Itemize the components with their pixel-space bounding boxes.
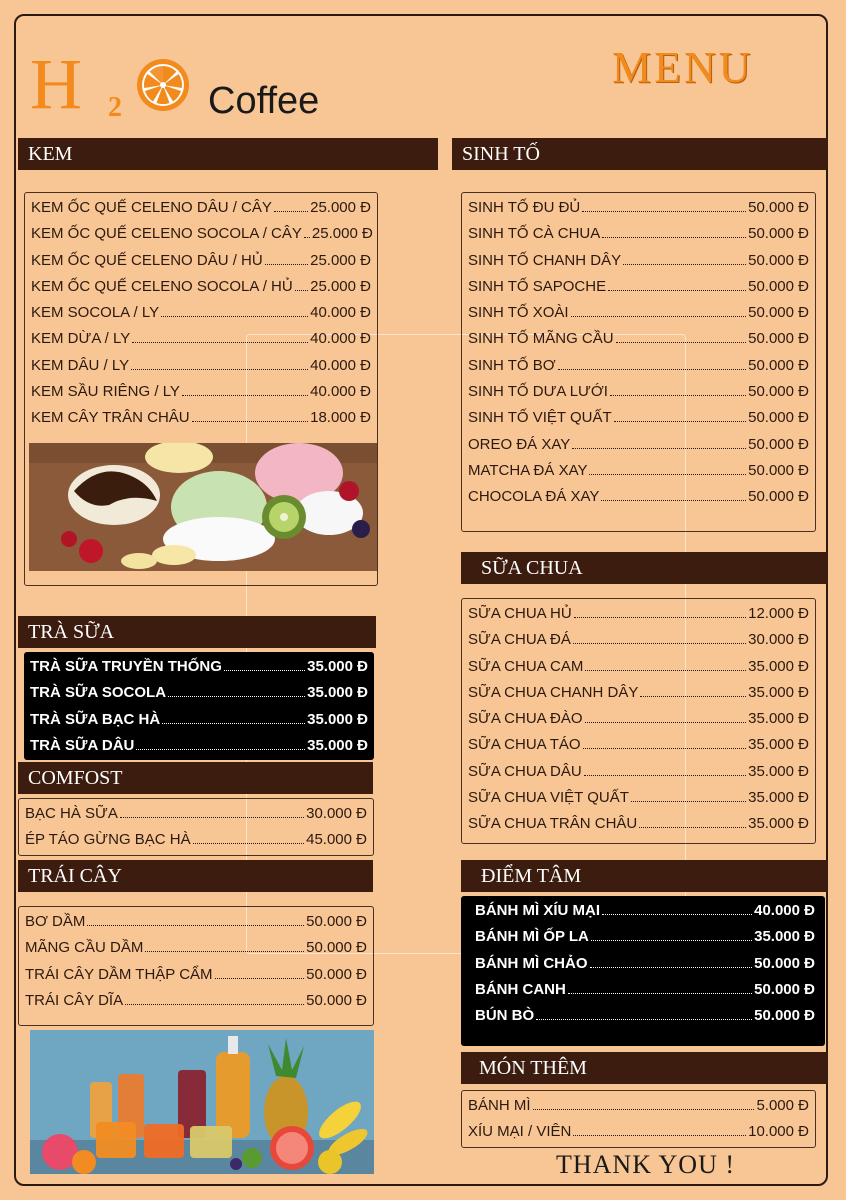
menu-item: [30, 711, 368, 737]
leader-dots: [265, 264, 308, 265]
menu-item: [468, 436, 809, 462]
ice-cream-image: [29, 443, 377, 571]
menu-item: [31, 199, 371, 225]
section-bar-comfost: COMFOST: [18, 762, 373, 794]
brand-name: Coffee: [208, 80, 320, 122]
menu-item-price: 5.000 Đ: [756, 1097, 809, 1114]
list-kem: [31, 199, 371, 436]
menu-item: [31, 330, 371, 356]
menu-item: [25, 992, 367, 1018]
menu-item-name: MATCHA ĐÁ XAY: [468, 461, 588, 479]
menu-item-name: TRÁI CÂY DĨA: [25, 991, 124, 1009]
section-box-kem: [24, 192, 378, 586]
menu-item-name: OREO ĐÁ XAY: [468, 435, 571, 453]
orange-slice-icon: [136, 58, 190, 112]
menu-item-name: TRÀ SỮA DÂU: [30, 736, 135, 754]
menu-item-price: 45.000 Đ: [306, 831, 367, 849]
leader-dots: [193, 843, 304, 844]
leader-dots: [533, 1109, 755, 1110]
menu-item-name: TRÀ SỮA BẠC HÀ: [30, 710, 161, 728]
menu-item-name: XÍU MẠI / VIÊN: [468, 1123, 572, 1141]
section-box-tra-sua: [24, 652, 374, 760]
menu-item: [468, 409, 809, 435]
menu-item-name: MÃNG CẦU DẦM: [25, 939, 144, 957]
menu-item-name: KEM SẦU RIÊNG / LY: [31, 383, 180, 401]
menu-item-name: SỮA CHUA CAM: [468, 657, 584, 675]
leader-dots: [640, 696, 746, 697]
menu-item-name: SỮA CHUA HỦ: [468, 605, 572, 622]
menu-item-price: 50.000 Đ: [748, 225, 809, 243]
section-box-diem-tam: [461, 896, 825, 1046]
menu-item: [468, 330, 809, 356]
list-sua-chua: [468, 605, 809, 842]
menu-item-price: 18.000 Đ: [310, 409, 371, 427]
leader-dots: [631, 801, 746, 802]
menu-item-name: KEM ỐC QUẾ CELENO SOCOLA / CÂY: [31, 225, 302, 243]
leader-dots: [574, 617, 746, 618]
menu-item-name: SINH TỐ BƠ: [468, 356, 556, 374]
menu-item: [468, 462, 809, 488]
leader-dots: [558, 369, 747, 370]
menu-item-price: 40.000 Đ: [310, 356, 371, 374]
section-bar-tra-sua: TRÀ SỮA: [18, 616, 376, 648]
menu-item-name: BƠ DẦM: [25, 913, 86, 930]
leader-dots: [145, 951, 304, 952]
menu-item-name: SINH TỐ ĐU ĐỦ: [468, 199, 581, 216]
menu-item: [475, 1007, 815, 1033]
leader-dots: [571, 316, 747, 317]
leader-dots: [582, 211, 746, 212]
leader-dots: [602, 914, 752, 915]
leader-dots: [132, 342, 308, 343]
menu-item-name: SINH TỐ MÃNG CẦU: [468, 330, 614, 348]
menu-item-price: 12.000 Đ: [748, 605, 809, 622]
menu-item: [25, 805, 367, 831]
menu-item-name: KEM CÂY TRÂN CHÂU: [31, 409, 190, 427]
section-bar-sinh-to: SINH TỐ: [452, 138, 828, 170]
menu-item: [25, 939, 367, 965]
leader-dots: [131, 369, 308, 370]
leader-dots: [536, 1019, 752, 1020]
menu-item-name: SỮA CHUA CHANH DÂY: [468, 683, 639, 701]
menu-item-price: 25.000 Đ: [310, 199, 371, 216]
menu-title: MENU: [612, 43, 754, 92]
menu-item: [468, 815, 809, 841]
menu-item: [25, 913, 367, 939]
leader-dots: [589, 474, 746, 475]
menu-item: [468, 631, 809, 657]
menu-item-price: 35.000 Đ: [307, 710, 368, 728]
menu-item-price: 30.000 Đ: [306, 805, 367, 822]
menu-item: [475, 981, 815, 1007]
leader-dots: [573, 1135, 746, 1136]
menu-item: [31, 278, 371, 304]
menu-item-name: SỮA CHUA TÁO: [468, 736, 581, 754]
leader-dots: [583, 748, 747, 749]
leader-dots: [610, 395, 746, 396]
menu-item-name: TRÀ SỮA TRUYỀN THỐNG: [30, 658, 222, 675]
menu-item: [30, 737, 368, 763]
menu-item: [475, 955, 815, 981]
menu-item-name: KEM ỐC QUẾ CELENO DÂU / HỦ: [31, 251, 263, 269]
menu-item-name: TRÁI CÂY DẦM THẬP CẨM: [25, 965, 213, 983]
menu-item-name: SINH TỐ CÀ CHUA: [468, 225, 601, 243]
thank-you-text: THANK YOU !: [556, 1150, 736, 1179]
menu-item-name: BẠC HÀ SỮA: [25, 805, 118, 822]
list-mon-them: [468, 1097, 809, 1150]
section-bar-mon-them: MÓN THÊM: [461, 1052, 828, 1084]
menu-item-price: 35.000 Đ: [748, 762, 809, 780]
menu-item: [31, 383, 371, 409]
leader-dots: [602, 237, 746, 238]
menu-item-price: 50.000 Đ: [754, 980, 815, 998]
menu-item-price: 50.000 Đ: [748, 461, 809, 479]
menu-item-name: BÁNH MÌ CHẢO: [475, 954, 588, 972]
menu-item-price: 25.000 Đ: [311, 225, 373, 243]
menu-item-name: SINH TỐ SAPOCHE: [468, 277, 607, 295]
leader-dots: [162, 723, 305, 724]
menu-item: [468, 252, 809, 278]
leader-dots: [601, 500, 746, 501]
menu-item-name: SỮA CHUA TRÂN CHÂU: [468, 815, 638, 833]
menu-item: [468, 789, 809, 815]
leader-dots: [161, 316, 308, 317]
menu-item-name: SINH TỐ CHANH DÂY: [468, 251, 622, 269]
menu-item-price: 35.000 Đ: [748, 683, 809, 701]
menu-item-price: 35.000 Đ: [307, 684, 368, 702]
leader-dots: [591, 940, 752, 941]
menu-item-name: ÉP TÁO GỪNG BẠC HÀ: [25, 831, 191, 849]
leader-dots: [623, 264, 746, 265]
menu-item-name: SINH TỐ VIỆT QUẤT: [468, 409, 612, 427]
menu-item-price: 35.000 Đ: [307, 736, 368, 754]
leader-dots: [572, 448, 746, 449]
section-box-comfost: [18, 798, 374, 856]
menu-item: [468, 304, 809, 330]
menu-item-price: 50.000 Đ: [748, 356, 809, 374]
menu-item: [468, 605, 809, 631]
menu-item: [468, 684, 809, 710]
list-sinh-to: [468, 199, 809, 515]
leader-dots: [182, 395, 308, 396]
menu-item-price: 50.000 Đ: [748, 304, 809, 322]
menu-item-price: 50.000 Đ: [748, 488, 809, 506]
leader-dots: [590, 967, 753, 968]
section-box-mon-them: [461, 1090, 816, 1148]
menu-item: [468, 357, 809, 383]
menu-item: [31, 225, 371, 251]
menu-item-price: 40.000 Đ: [310, 304, 371, 322]
menu-item-price: 40.000 Đ: [310, 383, 371, 401]
menu-item: [468, 225, 809, 251]
leader-dots: [224, 670, 305, 671]
menu-item-name: SINH TỐ XOÀI: [468, 304, 569, 322]
menu-item: [31, 252, 371, 278]
menu-item: [468, 1123, 809, 1149]
menu-item-name: CHOCOLA ĐÁ XAY: [468, 488, 600, 506]
menu-item: [468, 736, 809, 762]
menu-item: [468, 488, 809, 514]
menu-item-price: 40.000 Đ: [754, 902, 815, 919]
menu-item-price: 25.000 Đ: [310, 251, 371, 269]
menu-item-name: BÁNH MÌ: [468, 1097, 531, 1114]
menu-item-name: SINH TỐ DƯA LƯỚI: [468, 383, 608, 401]
menu-item-price: 25.000 Đ: [310, 277, 371, 295]
leader-dots: [136, 749, 305, 750]
menu-item-price: 10.000 Đ: [748, 1123, 809, 1141]
menu-item-price: 50.000 Đ: [748, 330, 809, 348]
menu-item-name: BÚN BÒ: [475, 1007, 535, 1025]
menu-item: [31, 409, 371, 435]
leader-dots: [120, 817, 304, 818]
menu-item-name: BÁNH MÌ ỐP LA: [475, 928, 589, 946]
menu-item-price: 50.000 Đ: [748, 383, 809, 401]
leader-dots: [573, 643, 746, 644]
menu-item: [30, 684, 368, 710]
list-tra-sua: [30, 658, 368, 763]
menu-item-name: KEM ỐC QUẾ CELENO DÂU / CÂY: [31, 199, 272, 216]
menu-item: [475, 902, 815, 928]
menu-item-price: 50.000 Đ: [754, 1007, 815, 1025]
menu-item-price: 35.000 Đ: [307, 658, 368, 675]
list-trai-cay: [25, 913, 367, 1018]
section-bar-trai-cay: TRÁI CÂY: [18, 860, 373, 892]
menu-item: [468, 278, 809, 304]
menu-item-name: KEM SOCOLA / LY: [31, 304, 160, 322]
menu-item-price: 50.000 Đ: [306, 913, 367, 930]
leader-dots: [639, 827, 746, 828]
menu-item-name: SỮA CHUA DÂU: [468, 762, 582, 780]
menu-item-name: SỮA CHUA VIỆT QUẤT: [468, 789, 629, 807]
menu-item-price: 40.000 Đ: [310, 330, 371, 348]
menu-item: [31, 304, 371, 330]
leader-dots: [616, 342, 747, 343]
section-box-sinh-to: [461, 192, 816, 532]
menu-item-price: 35.000 Đ: [748, 815, 809, 833]
menu-item: [31, 357, 371, 383]
leader-dots: [125, 1004, 304, 1005]
leader-dots: [192, 421, 308, 422]
leader-dots: [585, 722, 747, 723]
menu-item-price: 50.000 Đ: [754, 954, 815, 972]
menu-item: [468, 763, 809, 789]
leader-dots: [614, 421, 746, 422]
leader-dots: [568, 993, 752, 994]
menu-item-name: KEM DỪA / LY: [31, 330, 131, 348]
leader-dots: [304, 237, 310, 238]
section-box-trai-cay: [18, 906, 374, 1026]
menu-item-name: BÁNH MÌ XÍU MẠI: [475, 902, 600, 919]
menu-item-price: 35.000 Đ: [748, 736, 809, 754]
menu-item-price: 50.000 Đ: [748, 199, 809, 216]
menu-item-name: BÁNH CANH: [475, 980, 566, 998]
leader-dots: [608, 290, 746, 291]
menu-item-price: 30.000 Đ: [748, 631, 809, 649]
menu-item-price: 50.000 Đ: [748, 435, 809, 453]
menu-item: [25, 966, 367, 992]
menu-item: [468, 383, 809, 409]
menu-item-name: TRÀ SỮA SOCOLA: [30, 684, 167, 702]
leader-dots: [87, 925, 304, 926]
menu-item-price: 50.000 Đ: [306, 939, 367, 957]
leader-dots: [295, 290, 308, 291]
brand-letter: H: [30, 44, 82, 124]
section-bar-sua-chua: SỮA CHUA: [461, 552, 828, 584]
menu-item: [30, 658, 368, 684]
menu-item-price: 50.000 Đ: [306, 991, 367, 1009]
leader-dots: [274, 211, 308, 212]
section-bar-kem: KEM: [18, 138, 438, 170]
menu-item-price: 50.000 Đ: [748, 409, 809, 427]
fruit-juice-image: [30, 1030, 374, 1174]
section-box-sua-chua: [461, 598, 816, 844]
list-diem-tam: [475, 902, 815, 1033]
menu-item: [25, 831, 367, 857]
leader-dots: [168, 696, 305, 697]
leader-dots: [584, 775, 746, 776]
menu-item: [468, 710, 809, 736]
menu-item: [475, 928, 815, 954]
menu-item: [468, 658, 809, 684]
leader-dots: [215, 978, 305, 979]
menu-item-price: 35.000 Đ: [748, 789, 809, 807]
section-bar-diem-tam: ĐIỂM TÂM: [461, 860, 828, 892]
menu-item-name: KEM ỐC QUẾ CELENO SOCOLA / HỦ: [31, 277, 293, 295]
menu-item: [468, 1097, 809, 1123]
menu-item-price: 50.000 Đ: [748, 251, 809, 269]
menu-item-price: 35.000 Đ: [748, 657, 809, 675]
menu-item-price: 50.000 Đ: [748, 277, 809, 295]
brand-subscript: 2: [108, 92, 122, 123]
menu-item-name: SỮA CHUA ĐÁ: [468, 631, 571, 649]
menu-item: [468, 199, 809, 225]
menu-item-name: SỮA CHUA ĐÀO: [468, 710, 583, 728]
menu-item-price: 50.000 Đ: [306, 965, 367, 983]
leader-dots: [585, 670, 746, 671]
menu-item-price: 35.000 Đ: [754, 928, 815, 946]
menu-item-price: 35.000 Đ: [748, 710, 809, 728]
menu-item-name: KEM DÂU / LY: [31, 356, 130, 374]
list-comfost: [25, 805, 367, 858]
